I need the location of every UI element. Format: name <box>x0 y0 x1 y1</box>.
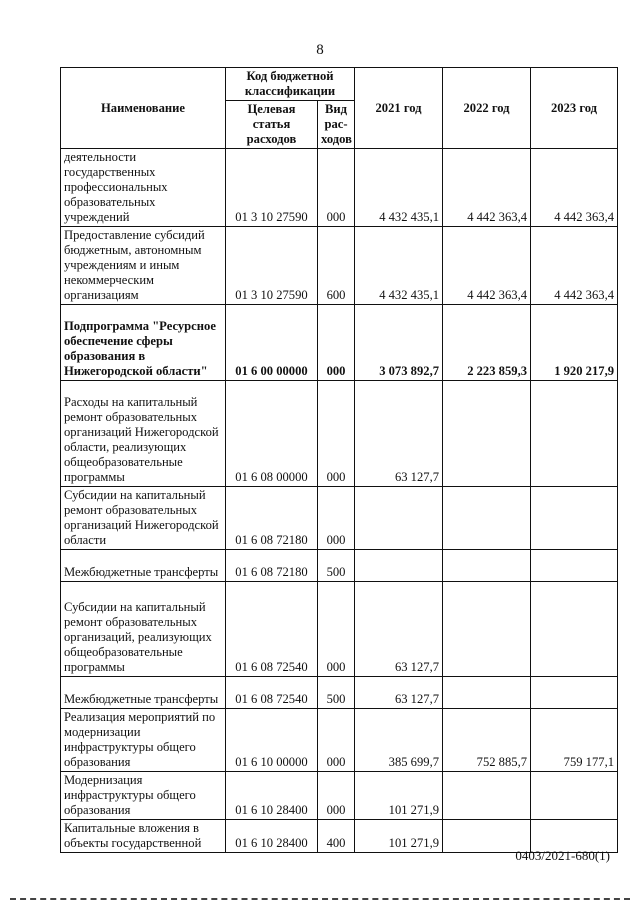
row-value-2023: 4 442 363,4 <box>531 227 618 305</box>
row-target-code: 01 6 00 00000 <box>226 305 318 381</box>
row-value-2021: 4 432 435,1 <box>355 227 443 305</box>
header-budget-code: Код бюджетной классификации <box>226 68 355 101</box>
row-value-2022 <box>443 487 531 550</box>
row-target-code: 01 6 10 28400 <box>226 772 318 820</box>
row-value-2022: 4 442 363,4 <box>443 227 531 305</box>
row-value-2021 <box>355 550 443 582</box>
table-row <box>61 550 618 582</box>
row-value-2021: 3 073 892,7 <box>355 305 443 381</box>
table-row <box>61 305 618 381</box>
row-value-2023: 759 177,1 <box>531 709 618 772</box>
row-value-2022: 2 223 859,3 <box>443 305 531 381</box>
header-name: Наименование <box>61 68 226 149</box>
row-value-2022 <box>443 582 531 677</box>
row-value-2021: 101 271,9 <box>355 772 443 820</box>
row-expense-type: 000 <box>318 709 355 772</box>
row-expense-type: 400 <box>318 820 355 853</box>
row-value-2022: 752 885,7 <box>443 709 531 772</box>
row-value-2022 <box>443 772 531 820</box>
header-2022: 2022 год <box>443 68 531 149</box>
row-value-2023 <box>531 677 618 709</box>
table-row <box>61 772 618 820</box>
row-expense-type: 000 <box>318 487 355 550</box>
scan-edge-line <box>10 898 630 900</box>
table-row <box>61 709 618 772</box>
budget-table <box>60 67 618 853</box>
row-value-2022 <box>443 677 531 709</box>
row-value-2023: 4 442 363,4 <box>531 149 618 227</box>
table-row <box>61 149 618 227</box>
row-value-2023 <box>531 582 618 677</box>
table-row <box>61 487 618 550</box>
row-name: Реализация мероприятий по модернизации инфраструктуры общего образования <box>61 709 226 772</box>
row-expense-type: 500 <box>318 677 355 709</box>
row-expense-type: 000 <box>318 582 355 677</box>
table-row <box>61 582 618 677</box>
row-value-2022: 4 442 363,4 <box>443 149 531 227</box>
document-code: 0403/2021-680(1) <box>515 848 610 863</box>
row-value-2021: 63 127,7 <box>355 381 443 487</box>
table-row <box>61 677 618 709</box>
row-expense-type: 000 <box>318 381 355 487</box>
row-value-2023 <box>531 772 618 820</box>
row-name: деятельности государственных профессиональных образовательных учреждений <box>61 149 226 227</box>
row-value-2023 <box>531 487 618 550</box>
table-row <box>61 227 618 305</box>
row-target-code: 01 6 08 72540 <box>226 582 318 677</box>
row-target-code: 01 3 10 27590 <box>226 227 318 305</box>
row-target-code: 01 6 08 72540 <box>226 677 318 709</box>
row-expense-type: 000 <box>318 149 355 227</box>
row-value-2023 <box>531 381 618 487</box>
row-target-code: 01 6 08 00000 <box>226 381 318 487</box>
row-name: Расходы на капитальный ремонт образовательных организаций Нижегородской области, реализующих общеобразовательные программы <box>61 381 226 487</box>
row-name: Субсидии на капитальный ремонт образовательных организаций, реализующих общеобразовательные программы <box>61 582 226 677</box>
row-target-code: 01 6 08 72180 <box>226 550 318 582</box>
row-value-2021: 63 127,7 <box>355 677 443 709</box>
row-value-2021 <box>355 487 443 550</box>
page-number: 8 <box>316 42 324 58</box>
header-2021: 2021 год <box>355 68 443 149</box>
row-target-code: 01 6 10 28400 <box>226 820 318 853</box>
header-type: Вид рас-ходов <box>318 101 355 149</box>
row-target-code: 01 3 10 27590 <box>226 149 318 227</box>
row-expense-type: 500 <box>318 550 355 582</box>
row-value-2023: 1 920 217,9 <box>531 305 618 381</box>
row-name: Модернизация инфраструктуры общего образования <box>61 772 226 820</box>
row-value-2022 <box>443 550 531 582</box>
row-name: Капитальные вложения в объекты государственной <box>61 820 226 853</box>
row-name: Межбюджетные трансферты <box>61 677 226 709</box>
row-target-code: 01 6 08 72180 <box>226 487 318 550</box>
header-2023: 2023 год <box>531 68 618 149</box>
row-expense-type: 000 <box>318 305 355 381</box>
row-value-2022 <box>443 381 531 487</box>
row-value-2023 <box>531 550 618 582</box>
row-name: Субсидии на капитальный ремонт образовательных организаций Нижегородской области <box>61 487 226 550</box>
row-value-2021: 63 127,7 <box>355 582 443 677</box>
header-target: Целевая статья расходов <box>226 101 318 149</box>
table-row <box>61 381 618 487</box>
row-value-2021: 4 432 435,1 <box>355 149 443 227</box>
row-name: Подпрограмма "Ресурсное обеспечение сферы образования в Нижегородской области" <box>61 305 226 381</box>
row-target-code: 01 6 10 00000 <box>226 709 318 772</box>
row-expense-type: 600 <box>318 227 355 305</box>
row-name: Предоставление субсидий бюджетным, автономным учреждениям и иным некоммерческим организациям <box>61 227 226 305</box>
row-value-2021: 385 699,7 <box>355 709 443 772</box>
row-name: Межбюджетные трансферты <box>61 550 226 582</box>
row-expense-type: 000 <box>318 772 355 820</box>
row-value-2021: 101 271,9 <box>355 820 443 853</box>
